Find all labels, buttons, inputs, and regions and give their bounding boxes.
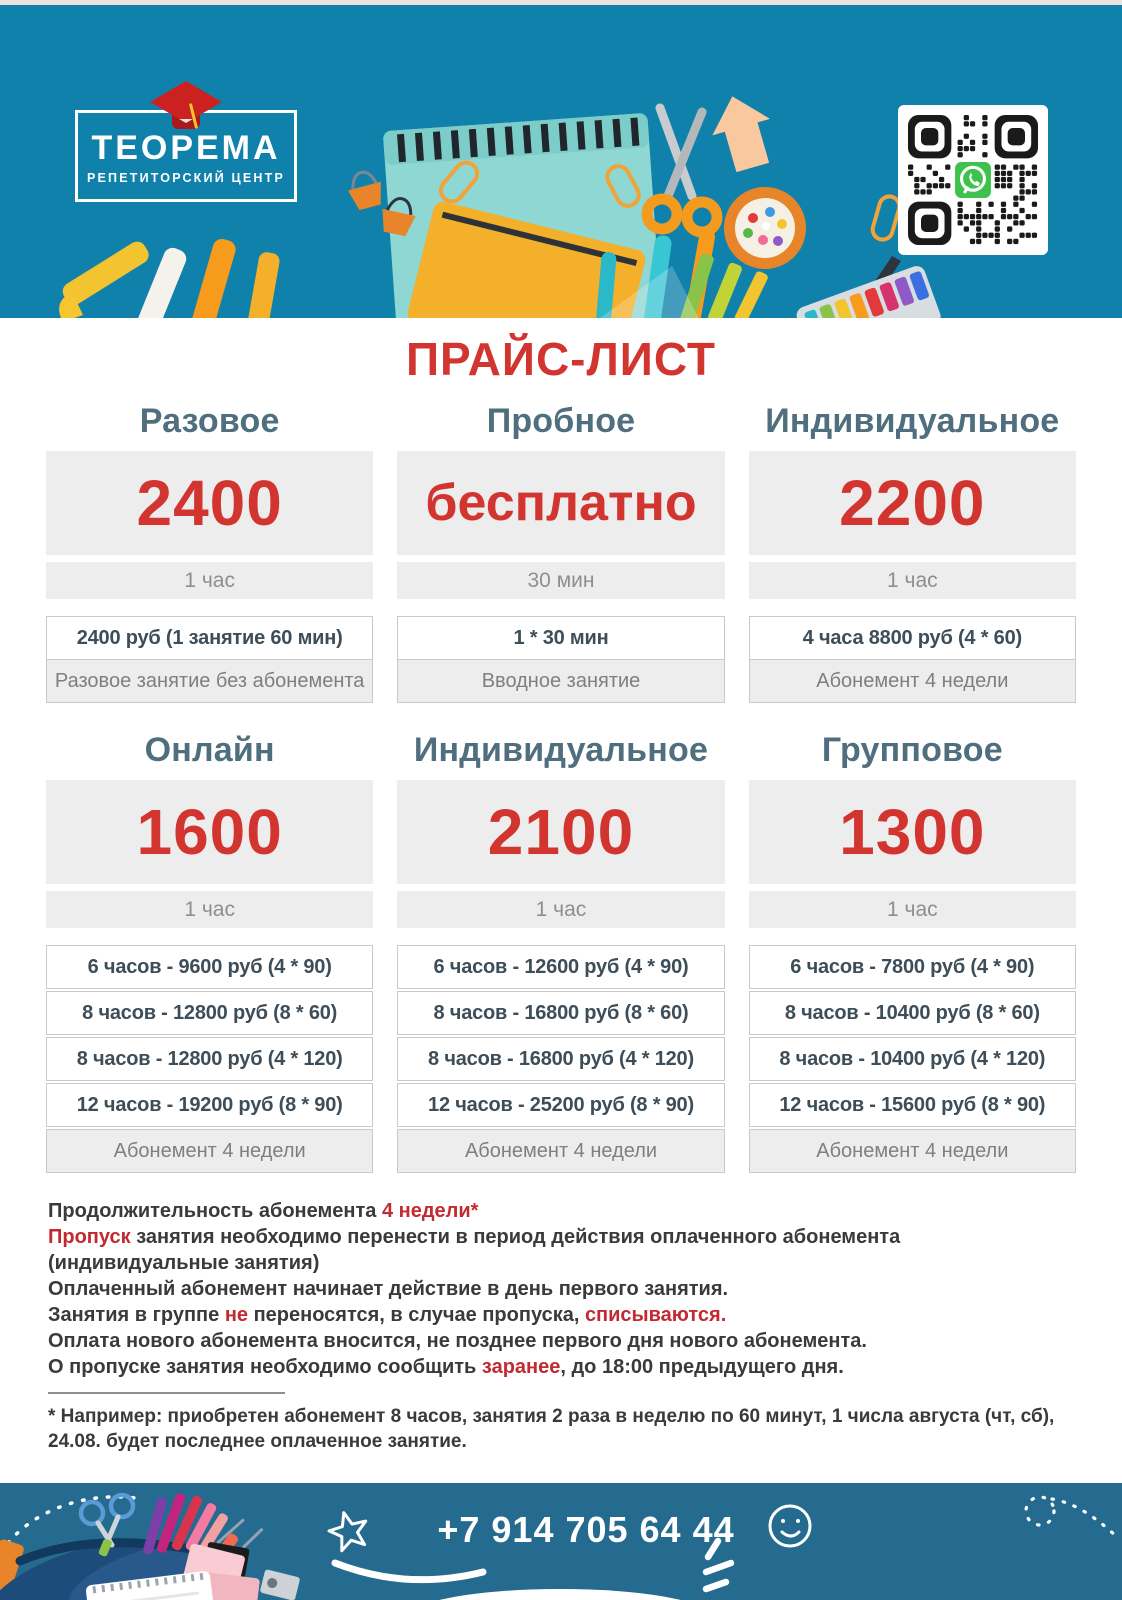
note-row: Абонемент 4 недели [46, 1129, 373, 1173]
binder-clip-shape [344, 168, 386, 212]
graduation-cap-icon [146, 81, 226, 141]
detail-row: 12 часов - 19200 руб (8 * 90) [46, 1083, 373, 1127]
page-title: ПРАЙС-ЛИСТ [405, 333, 717, 385]
price-box [749, 451, 1076, 555]
duration-strip: 1 час [46, 562, 373, 599]
price-card-razovoe [46, 404, 373, 703]
pencil-shape [707, 262, 743, 318]
term-line: (индивидуальные занятия) [48, 1252, 320, 1274]
banner [0, 0, 1122, 318]
detail-row: 8 часов - 10400 руб (4 * 120) [749, 1037, 1076, 1081]
price-box [46, 451, 373, 555]
price-card-probnoe [397, 404, 724, 703]
duration-strip: 30 мин [397, 562, 724, 599]
footer [0, 1483, 1122, 1600]
price-box [749, 780, 1076, 884]
note-row: Разовое занятие без абонемента [46, 659, 373, 703]
scissors-shape [647, 108, 717, 232]
note-row: Вводное занятие [397, 659, 724, 703]
detail-table [397, 945, 724, 1173]
price-value: 2100 [487, 796, 635, 868]
star-icon [325, 1508, 371, 1553]
dashed-swirl [1026, 1497, 1118, 1538]
term-line: Оплаченный абонемент начинает действие в день первого занятия. [48, 1278, 729, 1300]
term-line: Пропуск занятия необходимо перенести в период действия оплаченного абонемента [48, 1226, 901, 1248]
smile-arc [335, 1563, 483, 1580]
phone-number: +7 914 705 64 44 [437, 1509, 735, 1550]
brand-logo [75, 110, 297, 202]
footnote: * Например: приобретен абонемент 8 часов, занятия 2 раза в неделю по 60 минут, 1 числа августа (чт, сб), 24.08. будет последнее оплаченное занятие. [48, 1406, 1055, 1452]
price-card-individualnoe-2200 [749, 404, 1076, 703]
marker-set-shape [794, 264, 943, 318]
whatsapp-icon [955, 162, 991, 198]
detail-row: 8 часов - 12800 руб (4 * 120) [46, 1037, 373, 1081]
footnote-divider [48, 1392, 285, 1394]
detail-row: 6 часов - 12600 руб (4 * 90) [397, 945, 724, 989]
detail-table [46, 616, 373, 703]
detail-table [397, 616, 724, 703]
detail-row: 8 часов - 16800 руб (4 * 120) [397, 1037, 724, 1081]
detail-row: 8 часов - 10400 руб (8 * 60) [749, 991, 1076, 1035]
term-line: Оплата нового абонемента вносится, не позднее первого дня нового абонемента. [48, 1330, 867, 1352]
price-cards [46, 404, 1076, 1173]
detail-table [749, 616, 1076, 703]
detail-table [46, 945, 373, 1173]
price-value: 1300 [839, 796, 986, 868]
detail-row: 1 * 30 мин [397, 616, 724, 660]
detail-table [749, 945, 1076, 1173]
white-blob [408, 1589, 712, 1600]
duration-strip: 1 час [397, 891, 724, 928]
duration-strip: 1 час [749, 891, 1076, 928]
price-box [397, 780, 724, 884]
price-card-gruppovoe [749, 733, 1076, 1173]
brand-tagline: РЕПЕТИТОРСКИЙ ЦЕНТР [86, 171, 286, 185]
detail-row: 8 часов - 12800 руб (8 * 60) [46, 991, 373, 1035]
price-box [46, 780, 373, 884]
term-line: О пропуске занятия необходимо сообщить заранее, до 18:00 предыдущего дня. [48, 1356, 844, 1378]
card-title: Пробное [486, 402, 636, 440]
qr-code [898, 105, 1048, 255]
card-title: Разовое [139, 402, 280, 440]
term-line: Продолжительность абонемента 4 недели* [48, 1200, 479, 1222]
detail-row: 2400 руб (1 занятие 60 мин) [46, 616, 373, 660]
price-value: 1600 [136, 796, 283, 868]
markers-shape [59, 237, 281, 318]
detail-row: 4 часа 8800 руб (4 * 60) [749, 616, 1076, 660]
brand-name: ТЕОРЕМА [91, 129, 281, 167]
card-title: Индивидуальное [413, 731, 709, 769]
detail-row: 6 часов - 7800 руб (4 * 90) [749, 945, 1076, 989]
price-box [397, 451, 724, 555]
duration-strip: 1 час [46, 891, 373, 928]
card-title: Групповое [821, 731, 1003, 769]
pins-bowl-shape [724, 187, 806, 269]
sticky-note-shape [704, 88, 782, 176]
detail-row: 6 часов - 9600 руб (4 * 90) [46, 945, 373, 989]
detail-row: 8 часов - 16800 руб (8 * 60) [397, 991, 724, 1035]
price-card-individualnoe-2100 [397, 733, 724, 1173]
price-card-online [46, 733, 373, 1173]
price-value: бесплатно [425, 474, 697, 532]
pencil-case-photo [0, 1492, 300, 1600]
dashed-curve [8, 1497, 142, 1543]
note-row: Абонемент 4 недели [397, 1129, 724, 1173]
term-line: Занятия в группе не переносятся, в случае пропуска, списываются. [48, 1304, 727, 1326]
detail-row: 12 часов - 25200 руб (8 * 90) [397, 1083, 724, 1127]
smiley-icon [770, 1506, 810, 1546]
price-value: 2200 [839, 467, 986, 539]
detail-row: 12 часов - 15600 руб (8 * 90) [749, 1083, 1076, 1127]
note-row: Абонемент 4 недели [749, 1129, 1076, 1173]
terms-block [48, 1198, 1078, 1454]
card-title: Индивидуальное [765, 402, 1060, 440]
note-row: Абонемент 4 недели [749, 659, 1076, 703]
price-value: 2400 [136, 467, 283, 539]
banner-top-strip [0, 0, 1122, 5]
duration-strip: 1 час [749, 562, 1076, 599]
card-title: Онлайн [144, 731, 275, 769]
